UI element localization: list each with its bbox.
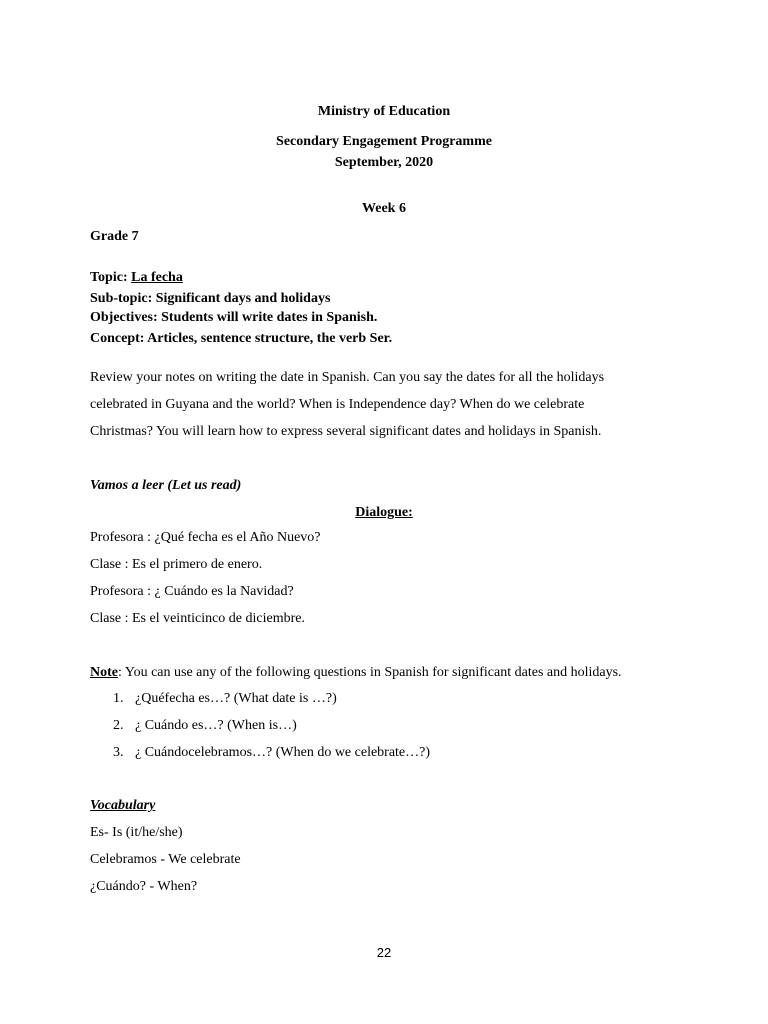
- vocabulary-item: Celebramos - We celebrate: [90, 852, 241, 867]
- objectives-line: Objectives: Students will write dates in Spanish.: [90, 310, 378, 325]
- programme-title: Secondary Engagement Programme: [276, 134, 492, 149]
- vocabulary-item: ¿Cuándo? - When?: [90, 879, 198, 894]
- list-item-number: 2.: [113, 718, 124, 733]
- reading-heading: Vamos a leer (Let us read): [90, 478, 242, 493]
- vocabulary-title: Vocabulary: [90, 798, 156, 813]
- dialogue-line: Profesora : ¿Qué fecha es el Año Nuevo?: [90, 530, 321, 545]
- topic-label: Topic:: [90, 270, 132, 285]
- dialogue-line: Clase : Es el veinticinco de diciembre.: [90, 611, 305, 626]
- intro-line: celebrated in Guyana and the world? When is Independence day? When do we celebrate: [90, 397, 585, 412]
- programme-date: September, 2020: [334, 155, 434, 170]
- note-text: : You can use any of the following questions in Spanish for significant dates and holidays.: [118, 665, 622, 680]
- dialogue-title: Dialogue:: [355, 505, 413, 520]
- page-number: 22: [376, 945, 392, 960]
- list-item: [113, 717, 297, 735]
- dialogue-line: Clase : Es el primero de enero.: [90, 557, 263, 572]
- concept-line: Concept: Articles, sentence structure, the verb Ser.: [90, 331, 393, 346]
- note-line: [90, 664, 622, 682]
- list-item-text: ¿Quéfecha es…? (What date is …?): [135, 691, 337, 706]
- dialogue-line: Profesora : ¿ Cuándo es la Navidad?: [90, 584, 294, 599]
- list-item-number: 3.: [113, 745, 124, 760]
- list-item-number: 1.: [113, 691, 124, 706]
- list-item-text: ¿ Cuándocelebramos…? (When do we celebrate…?): [135, 745, 431, 760]
- ministry-title: Ministry of Education: [317, 104, 451, 119]
- week-label: Week 6: [362, 201, 406, 216]
- topic-line: [90, 269, 183, 287]
- list-item: [113, 690, 337, 708]
- note-label: Note: [90, 665, 118, 680]
- intro-line: Review your notes on writing the date in Spanish. Can you say the dates for all the holidays: [90, 370, 605, 385]
- list-item: [113, 744, 430, 762]
- list-item-text: ¿ Cuándo es…? (When is…): [135, 718, 297, 733]
- topic-value: La fecha: [131, 270, 183, 285]
- grade-label: Grade 7: [90, 229, 139, 244]
- subtopic-line: Sub-topic: Significant days and holidays: [90, 291, 331, 306]
- intro-line: Christmas? You will learn how to express several significant dates and holidays in Spanish.: [90, 424, 602, 439]
- vocabulary-item: Es- Is (it/he/she): [90, 825, 183, 840]
